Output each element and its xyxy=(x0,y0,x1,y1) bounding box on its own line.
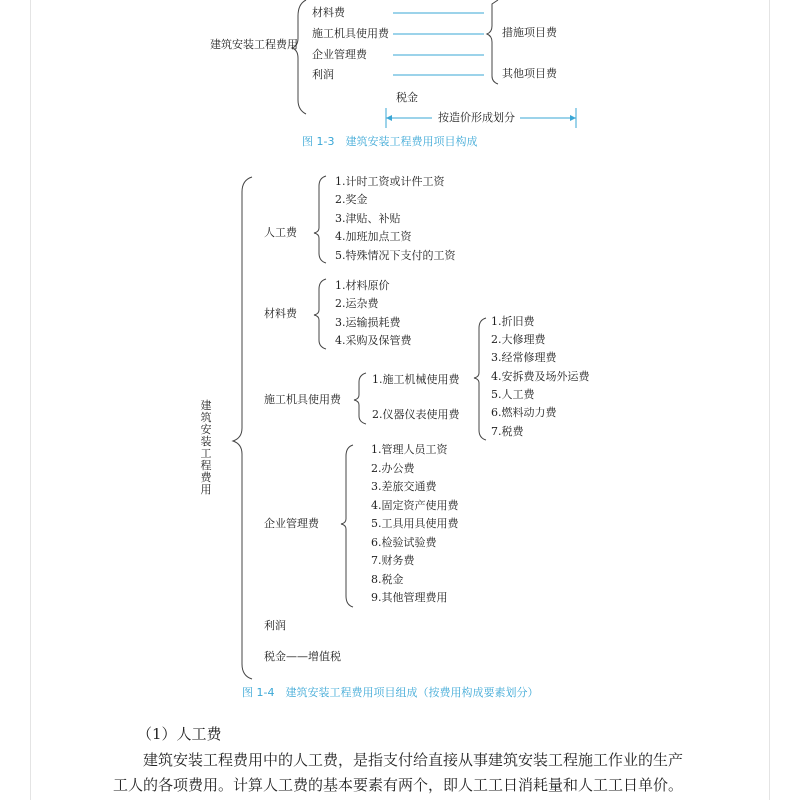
management-item: 6.检验试验费 xyxy=(371,536,437,549)
material-label: 材料费 xyxy=(264,307,297,320)
machinery-sub-item: 7.税费 xyxy=(491,425,524,438)
figure-1-3-root-label: 建筑安装工程费用 xyxy=(210,38,298,51)
material-item: 1.材料原价 xyxy=(335,279,390,292)
labor-item: 3.津贴、补贴 xyxy=(335,212,401,225)
management-item: 4.固定资产使用费 xyxy=(371,499,459,512)
material-item: 3.运输损耗费 xyxy=(335,316,401,329)
machinery-sub-item: 2.大修理费 xyxy=(491,333,546,346)
management-item: 8.税金 xyxy=(371,573,404,586)
labor-label: 人工费 xyxy=(264,226,297,239)
management-item: 9.其他管理费用 xyxy=(371,591,448,604)
management-item: 1.管理人员工资 xyxy=(371,443,448,456)
profit-label: 利润 xyxy=(264,619,286,632)
machinery-sub-brace xyxy=(474,318,486,440)
figure-1-4-caption: 图 1-4 建筑安装工程费用项目组成（按费用构成要素划分） xyxy=(242,686,539,699)
paragraph-line: 建筑安装工程费用中的人工费，是指支付给直接从事建筑安装工程施工作业的生产 xyxy=(143,751,684,769)
machinery-sub-item: 3.经常修理费 xyxy=(491,351,557,364)
machinery-sub-item: 4.安拆费及场外运费 xyxy=(491,370,590,383)
machinery-item: 1.施工机械使用费 xyxy=(372,373,460,386)
section-heading: （1）人工费 xyxy=(137,725,222,743)
management-item: 3.差旅交通费 xyxy=(371,480,437,493)
figure-1-4-root-label: 建筑安装工程费用 xyxy=(200,399,212,496)
machinery-brace xyxy=(354,373,366,424)
management-item: 2.办公费 xyxy=(371,462,415,475)
management-item: 7.财务费 xyxy=(371,554,415,567)
figure-1-3-tax-label: 税金 xyxy=(396,91,418,104)
machinery-item: 2.仪器仪表使用费 xyxy=(372,408,460,421)
paragraph-line: 工人的各项费用。计算人工费的基本要素有两个，即人工工日消耗量和人工工日单价。 xyxy=(113,776,684,794)
figure-1-3-division-label: 按造价形成划分 xyxy=(438,111,515,124)
material-item: 4.采购及保管费 xyxy=(335,334,412,347)
figure-1-3-item: 利润 xyxy=(312,68,334,81)
figure-1-3-caption: 图 1-3 建筑安装工程费用项目构成 xyxy=(302,135,478,148)
machinery-sub-item: 5.人工费 xyxy=(491,388,535,401)
figure-1-3-item: 企业管理费 xyxy=(312,48,367,61)
figure-1-3-item: 材料费 xyxy=(312,6,345,19)
management-item: 5.工具用具使用费 xyxy=(371,517,459,530)
machinery-label: 施工机具使用费 xyxy=(264,393,341,406)
root-brace xyxy=(233,177,252,679)
machinery-sub-item: 6.燃料动力费 xyxy=(491,406,557,419)
material-item: 2.运杂费 xyxy=(335,297,379,310)
labor-item: 4.加班加点工资 xyxy=(335,230,412,243)
labor-item: 5.特殊情况下支付的工资 xyxy=(335,249,456,262)
labor-brace xyxy=(314,176,326,263)
tax-label: 税金——增值税 xyxy=(264,650,341,663)
figure-1-3-item: 施工机具使用费 xyxy=(312,27,389,40)
labor-item: 1.计时工资或计件工资 xyxy=(335,175,445,188)
labor-item: 2.奖金 xyxy=(335,193,368,206)
management-label: 企业管理费 xyxy=(264,517,319,530)
figure-1-3-right-item: 其他项目费 xyxy=(502,67,557,80)
management-brace xyxy=(341,445,353,607)
material-brace xyxy=(314,279,326,349)
machinery-sub-item: 1.折旧费 xyxy=(491,315,535,328)
figure-1-3-right-item: 措施项目费 xyxy=(502,26,557,39)
